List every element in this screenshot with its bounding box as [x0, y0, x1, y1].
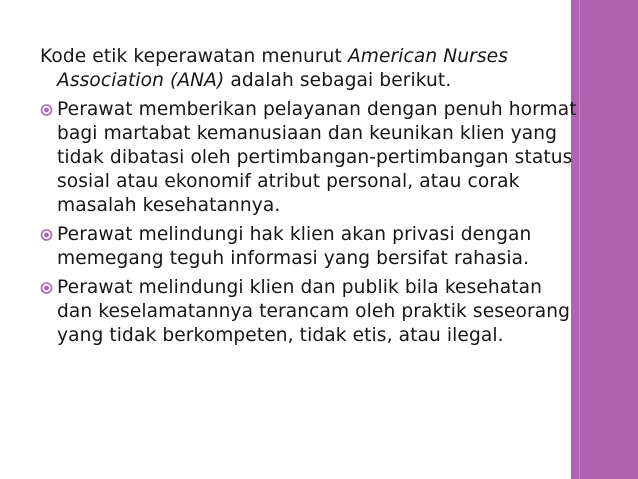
intro-prefix: Kode etik keperawatan menurut: [40, 46, 348, 67]
intro-paragraph: [40, 45, 580, 93]
bullet-item: [40, 223, 580, 271]
circled-dot-bullet-icon: [40, 223, 57, 247]
circled-dot-bullet-icon: [40, 276, 57, 300]
bullet-text: Perawat melindungi hak klien akan privasi dengan memegang teguh informasi yang bersifat rahasia.: [57, 224, 532, 269]
intro-suffix: adalah sebagai berikut.: [224, 70, 452, 91]
bullet-list: [40, 98, 580, 348]
circled-dot-bullet-icon: [40, 98, 57, 122]
bullet-text: Perawat melindungi klien dan publik bila kesehatan dan keselamatannya terancam oleh praktik seseorang yang tidak berkompeten, tidak etis, atau ilegal.: [57, 277, 571, 346]
bullet-text: Perawat memberikan pelayanan dengan penuh hormat bagi martabat kemanusiaan dan keunikan klien yang tidak dibatasi oleh pertimbangan-pertimbangan status sosial atau ekonomif atribut personal, atau corak masalah kesehatannya.: [57, 99, 577, 216]
intro-emphasis: American Nurses Association (ANA): [57, 46, 508, 91]
bullet-item: [40, 98, 580, 218]
bullet-item: [40, 276, 580, 348]
accent-side-band: [571, 0, 638, 479]
slide-body: [40, 45, 580, 353]
